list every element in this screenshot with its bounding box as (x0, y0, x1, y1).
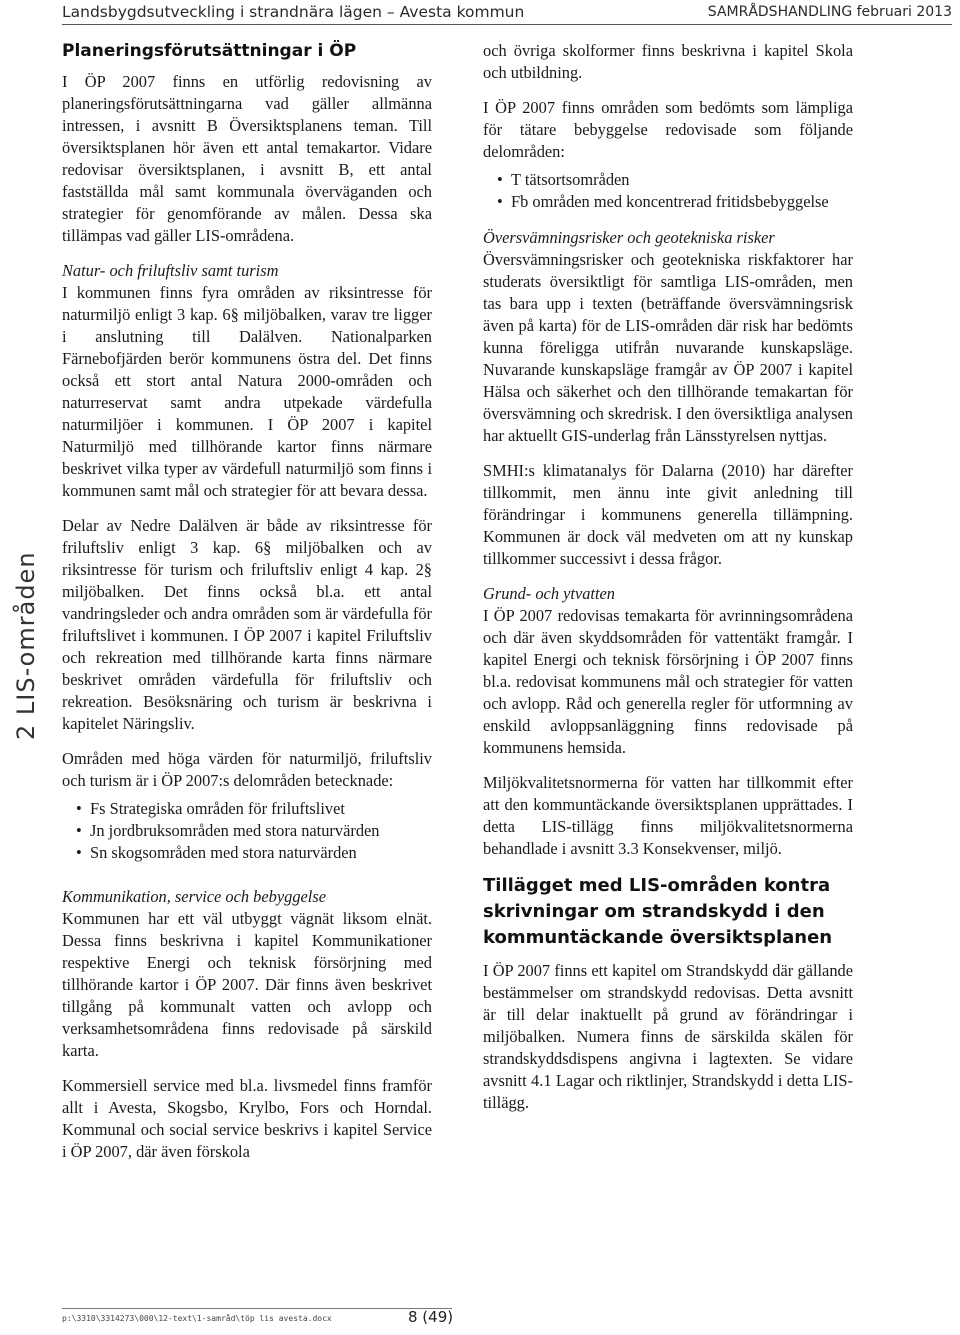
paragraph: Områden med höga värden för naturmiljö, friluftsliv och turism är i ÖP 2007:s delområden betecknade: (62, 749, 432, 790)
paragraph: I ÖP 2007 finns en utförlig redovisning av planeringsförutsättningarna vad gäller allmänna intressen, i avsnitt B Översiktsplanens teman. Till översiktsplanen hör även ett antal temakartor. Vidare redovisar översiktsplanen, i avsnitt B, ett antal fastställda mål samt kommunala överväganden och strategier för genomförande av målen. Dessa ska tillämpas vad gäller LIS-områdena. (62, 72, 432, 245)
subheading: Grund- och ytvatten (483, 584, 615, 603)
subheading: Kommunikation, service och bebyggelse (62, 887, 326, 906)
side-section-label: 2 LIS-områden (12, 551, 40, 740)
subheading: Översvämningsrisker och geotekniska risker (483, 228, 775, 247)
list-item: • Fs Strategiska områden för friluftslivet (78, 798, 432, 820)
paragraph: Översvämningsrisker och geotekniska riskfaktorer har studerats översiktligt för samtliga LIS-områden, men tas bara upp i texten (beträffande översvämningsrisk även på karta) för de LIS-områden där risk har bedömts kunna föreligga utifrån nuvarande kunskapsläge. Nuvarande kunskapsläge framgår av ÖP 2007 i kapitel Hälsa och säkerhet och den tillhörande temakartan för översvämning och skredrisk. I den översiktliga analysen har aktuellt GIS-underlag från Länsstyrelsen nyttjas. (483, 250, 853, 445)
paragraph: SMHI:s klimatanalys för Dalarna (2010) har därefter tillkommit, men ännu inte givit anledning till förändringar i kommunens generella tillämpning. Kommunen är dock väl medveten om att ny kunskap tillkommer successivt i dessa frågor. (483, 461, 853, 568)
paragraph: Kommersiell service med bl.a. livsmedel finns framför allt i Avesta, Skogsbo, Krylbo, Fors och Horndal. Kommunal och social service beskrivs i kapitel Service i ÖP 2007, där även förskola (62, 1076, 432, 1161)
paragraph: och övriga skolformer finns beskrivna i kapitel Skola och utbildning. (483, 41, 853, 82)
header-status: SAMRÅDSHANDLING februari 2013 (707, 4, 952, 20)
bullet-list (62, 798, 432, 864)
list-item: • Jn jordbruksområden med stora naturvärden (78, 820, 432, 842)
footer-divider (62, 1308, 452, 1309)
file-path: p:\3310\3314273\000\12-text\1-samråd\töp lis avesta.docx (62, 1314, 332, 1323)
right-column (483, 40, 853, 1127)
paragraph: I ÖP 2007 redovisas temakarta för avrinningsområdena och där även skyddsområden för vattentäkt framgår. I kapitel Energi och teknisk försörjning i ÖP 2007 finns bl.a. redovisat kommunens mål och strategier för vatten och avlopp. Råd och generella regler för utformning av enskild avloppsanläggning finns redovisade på kommunens hemsida. (483, 606, 853, 757)
paragraph: Miljökvalitetsnormerna för vatten har tillkommit efter att den kommuntäckande översiktsplanen upprättades. I detta LIS-tillägg finns miljökvalitetsnormerna behandlade i avsnitt 3.3 Konsekvenser, miljö. (483, 773, 853, 858)
list-item: • Sn skogsområden med stora naturvärden (78, 842, 432, 864)
section-heading: Planeringsförutsättningar i ÖP (62, 41, 357, 61)
subheading: Natur- och friluftsliv samt turism (62, 261, 279, 280)
page-number: 8 (49) (408, 1308, 454, 1326)
list-item: • Fb områden med koncentrerad fritidsbebyggelse (499, 191, 853, 213)
list-item: • T tätsortsområden (499, 169, 853, 191)
paragraph: I kommunen finns fyra områden av riksintresse för naturmiljö enligt 3 kap. 6§ miljöbalken, varav tre ligger i anslutning till Dalälven. Nationalparken Färnebofjärden berör kommunens östra del. Det finns också ett stort antal Natura 2000-områden och naturreservat samt andra utpekade värdefulla naturmiljöer i kommunen. I ÖP 2007 i kapitel Naturmiljö med tillhörande kartor finns närmare beskrivet vilka typer av värdefull naturmiljö som finns i kommunen samt mål och strategier för att bevara dessa. (62, 283, 432, 500)
paragraph: I ÖP 2007 finns ett kapitel om Strandskydd där gällande bestämmelser om strandskydd redovisas. Detta avsnitt är till delar inaktuellt på grund av förändringar i miljöbalken. Numera finns de särskilda skälen för strandskyddsdispens angivna i lagtexten. Se vidare avsnitt 4.1 Lagar och riktlinjer, Strandskydd i detta LIS-tillägg. (483, 961, 853, 1112)
bullet-list (483, 169, 853, 213)
page-header (62, 2, 952, 25)
header-title: Landsbygdsutveckling i strandnära lägen – Avesta kommun (62, 3, 525, 21)
left-column (62, 40, 432, 1176)
page-footer (0, 1308, 960, 1332)
paragraph: Delar av Nedre Dalälven är både av riksintresse för friluftsliv enligt 3 kap. 6§ miljöbalken och av riksintresse för turism och friluftsliv enligt 4 kap. 2§ miljöbalken. Det finns också bl.a. ett antal vandringsleder och andra områden som är värdefulla för friluftslivet i kommunen. I ÖP 2007 i kapitel Friluftsliv och rekreation med tillhörande karta finns närmare beskrivet områden värdefulla för friluftsliv och rekreation. Besöksnäring och turism är beskrivna i kapitelet Näringsliv. (62, 516, 432, 733)
paragraph: I ÖP 2007 finns områden som bedömts som lämpliga för tätare bebyggelse redovisade som följande delområden: (483, 98, 853, 161)
section-heading: Tillägget med LIS-områden kontra skrivningar om strandskydd i den kommuntäckande översiktsplanen (483, 875, 833, 948)
paragraph: Kommunen har ett väl utbyggt vägnät liksom elnät. Dessa finns beskrivna i kapitel Kommunikationer respektive Energi och teknisk försörjning med tillhörande kartor i ÖP 2007. Där finns även beskrivet tillgång på kommunalt vatten och avlopp och verksamhetsområdena finns redovisade på särskild karta. (62, 909, 432, 1060)
